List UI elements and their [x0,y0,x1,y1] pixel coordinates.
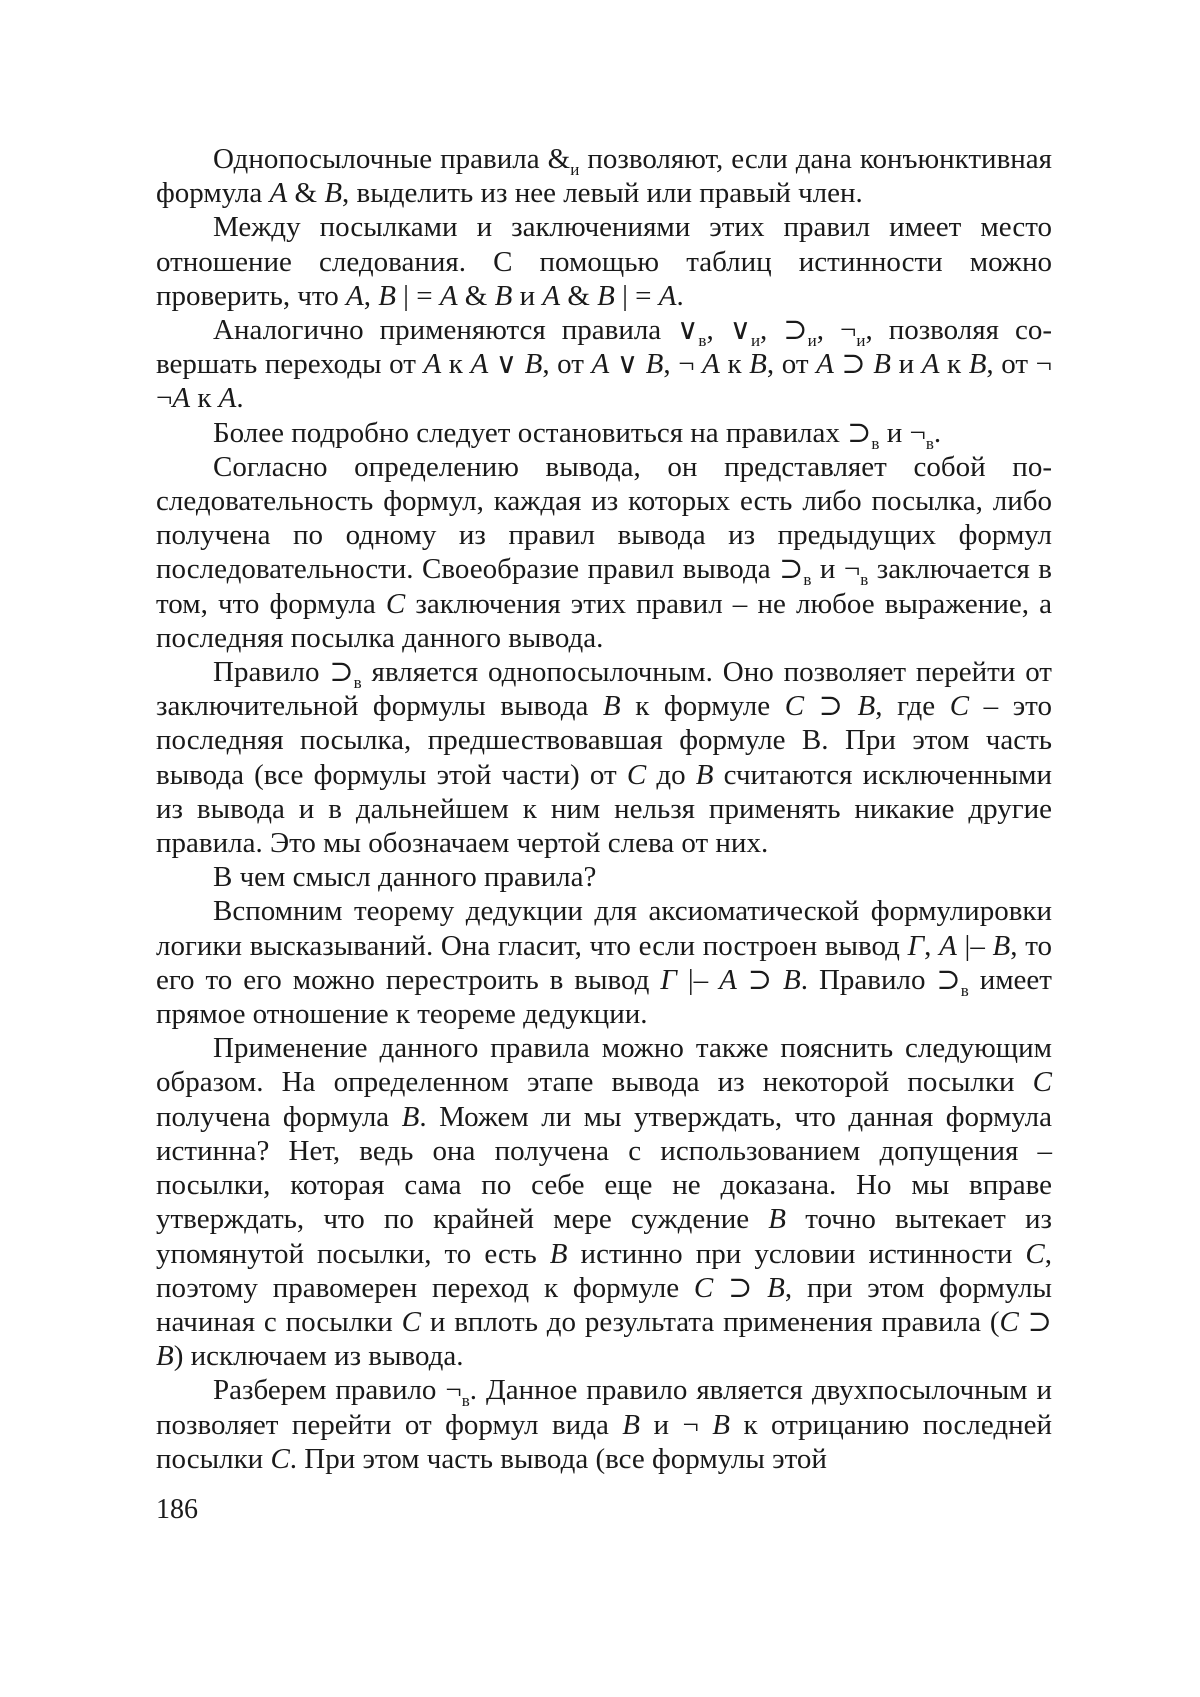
rule-subscript: и [750,331,761,351]
page-text [156,142,1052,1476]
paragraph: Вспомним теорему дедукции для аксиоматической формулировки логики высказываний. Она гласит, что если построен вывод Г, A |– B, то его то его можно перестроить в вывод Г |– A ⊃ B. Правило $⊃_в$ имеет прямое отношение к теореме дедукции. [156,895,1053,1031]
italic-variable: A [470,348,489,381]
paragraph: Разберем правило $\neg_в$. Данное правило является двухпосылочным и позволяет перейти от формул вида B и ¬ B к отрицанию последней посылки C. При этом часть вывода (все формулы этой [156,1374,1053,1475]
italic-variable: B [767,1271,785,1304]
italic-variable: B [857,690,876,723]
italic-variable: C [626,758,647,791]
rule-subscript: и [570,160,580,179]
rule-subscript: в [461,1391,470,1411]
italic-variable: C [1032,1066,1052,1099]
italic-variable: A [542,279,561,312]
italic-variable: B [968,348,987,381]
italic-variable: A [921,348,940,381]
italic-variable: A [172,382,191,415]
italic-variable: C [401,1305,421,1338]
paragraph: Аналогично применяются правила $\vee_в$, $\vee_и$, $⊃_и$, $\neg_и$, позволяя совершать переходы от A к A ∨ B, от A ∨ B, ¬ A к B, от A ⊃ B и A к B, от ¬ ¬A к A. [156,314,1052,415]
italic-variable: B [783,963,801,996]
italic-variable: C [949,690,970,723]
italic-variable: A [658,279,677,312]
rule-subscript: в [860,570,869,590]
italic-variable: B [324,177,343,210]
italic-variable: C [999,1305,1019,1338]
paragraph: В чем смысл данного правила? [213,861,597,894]
italic-variable: C [693,1271,714,1304]
italic-variable: A [591,348,610,381]
italic-variable: B [712,1408,731,1441]
paragraph: Применение данного правила можно также пояснить следующим образом. На определенном этапе вывода из некоторой посылки C получена формула B. Можем ли мы утверждать, что данная формула истинна? Нет, ведь она получена с использованием допущения – посылки, которая сама по себе еще не доказана. Но мы вправе утверждать, что по крайней мере суждение B точно вытекает из упомянутой посылки, то есть B истинно при условии истинности C, поэтому правомерен переход к формуле C ⊃ B, при этом формулы начиная с посылки C и вплоть до результата применения правила (C ⊃ B) исключаем из вывода. [156,1032,1052,1373]
italic-variable: Г [907,929,925,962]
italic-variable: B [401,1100,420,1133]
italic-variable: B [524,348,543,381]
italic-variable: A [702,348,720,381]
paragraph: Более подробно следует остановиться на правилах $⊃_в$ и $\neg_в$. [213,416,942,453]
italic-variable: B [749,348,767,381]
italic-variable: C [270,1442,290,1475]
rule-subscript: в [925,433,934,453]
paragraph: Правило $⊃_в$ является однопосылочным. Оно позволяет перейти от заключительной формулы вывода B к формуле C ⊃ B, где C – это последняя посылка, предшествовавшая формуле В. При этом часть вывода (все формулы этой части) от C до B считаются исключенными из вывода и в дальнейшем к ним нельзя применять никакие другие правила. Это мы обозначаем чертой слева от них. [156,656,1052,860]
italic-variable: A [439,279,458,312]
italic-variable: A [816,348,834,381]
paragraph: Однопосылочные правила $\&_и$ позволяют, если дана конъюнктивная формула A & B, выделить из нее левый или правый член. [156,143,1052,210]
italic-variable: B [494,279,513,312]
italic-variable: B [622,1408,641,1441]
italic-variable: A [218,382,237,415]
rule-subscript: и [807,331,817,351]
italic-variable: B [873,348,891,381]
rule-subscript: в [871,433,880,453]
italic-variable: A [939,929,957,962]
italic-variable: B [549,1237,568,1270]
italic-variable: C [784,690,805,723]
italic-variable: B [645,348,664,381]
italic-variable: B [597,279,615,312]
italic-variable: B [156,1340,174,1373]
paragraph: Между посылками и заключениями этих правил имеет место отношение следования. С помощью таблиц истинности можно проверить, что A, B | = A & B и A & B | = A. [156,211,1052,312]
rule-subscript: в [353,673,362,693]
italic-variable: A [269,177,288,210]
italic-variable: A [345,279,364,312]
italic-variable: A [719,963,737,996]
paragraph: Согласно определению вывода, он представляет собой последовательность формул, каждая из которых есть либо посылка, либо получена по одному из правил вывода из предыдущих формул последовательности. Своеобразие правил вывода $⊃_в$ и $\neg_в$ заключается в том, что формула C заключения этих правил – не любое выражение, а последняя посылка данного вывода. [156,450,1052,654]
italic-variable: B [768,1203,787,1236]
italic-variable: B [992,929,1011,962]
italic-variable: B [602,690,621,723]
italic-variable: C [385,587,406,620]
rule-subscript: в [698,331,707,351]
rule-subscript: в [960,980,969,1000]
italic-variable: B [378,279,396,312]
italic-variable: C [1025,1237,1045,1270]
page-number: 186 [156,1494,198,1525]
italic-variable: B [695,758,714,791]
italic-variable: A [423,348,442,381]
rule-subscript: в [803,570,812,590]
italic-variable: Г [660,963,677,996]
rule-subscript: и [856,331,866,351]
